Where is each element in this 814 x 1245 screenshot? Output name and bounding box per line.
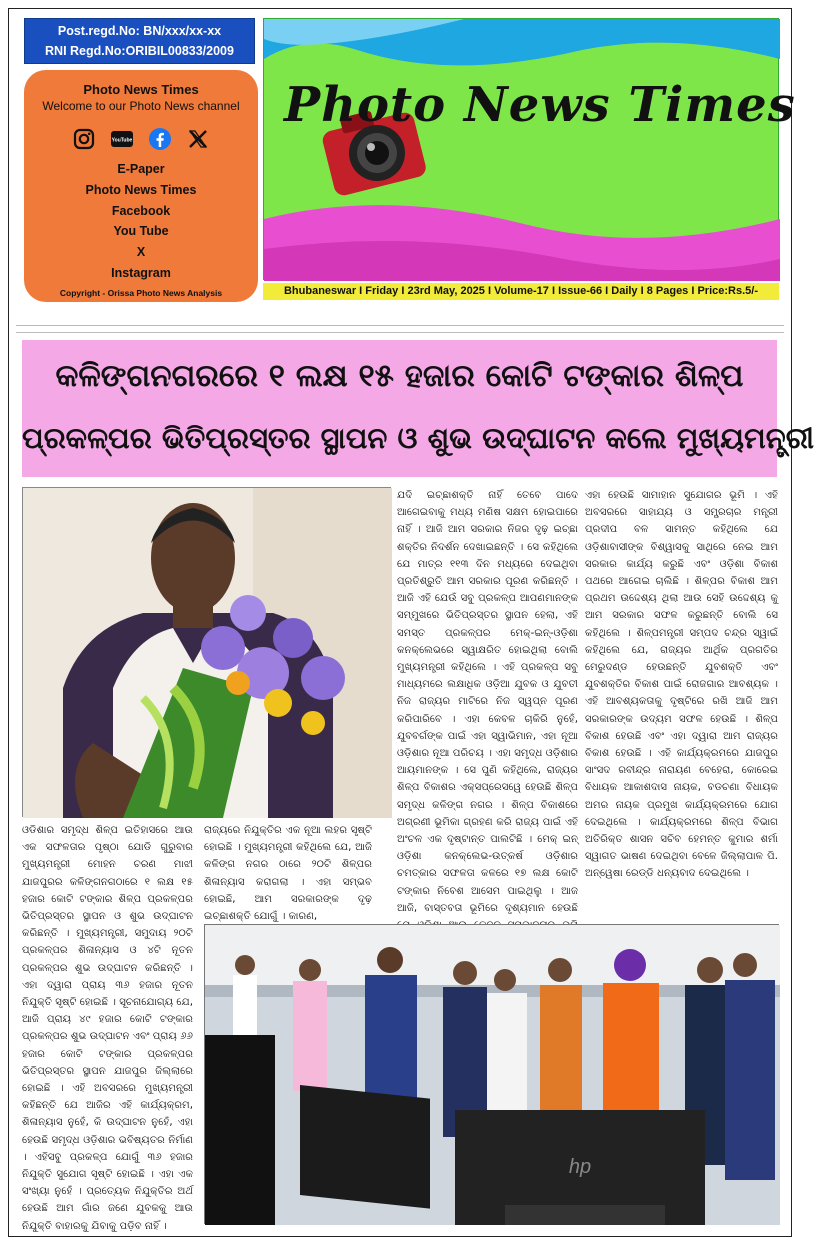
x-icon[interactable] <box>186 127 210 151</box>
copyright-text: Copyright - Orissa Photo News Analysis <box>59 287 223 298</box>
masthead-title <box>284 77 796 133</box>
article-column-3 <box>397 487 578 921</box>
facebook-icon[interactable] <box>148 127 172 151</box>
youtube-link[interactable]: You Tube <box>113 224 169 239</box>
article-text-col4: ଏହା ହେଉଛି ସାମାହାନ ସୁଯୋଗର ଭୂମି । ଏହି ଅବସରରେ ସାହାଯ୍ୟ ଓ ସମ୍ପ୍ରଚାର ମନ୍ତ୍ରୀ ପ୍ରଦୀପ ବଳ ସାମନ୍ତ କହିଥିଲେ ଯେ ଓଡ଼ିଶାବାସୀଙ୍କ ବିଶ୍ୱାସକୁ ସାଥିରେ ନେଇ ଆମ ସରକାର କାର୍ଯ୍ୟ କରୁଛି ଏବଂ ଓଡ଼ିଶା ବିକାଶ ପଥରେ ଆଗେଇ ଚାଲିଛି । ଶିଳ୍ପର ବିକାଶ ଆମ ପ୍ରଥମ ଉଦ୍ଦେଶ୍ୟ ଥିଲା ଆଉ ସେହି ଉଦ୍ଦେଶ୍ୟ କୁ ଆମ ସରକାର ସଫଳ କରୁଛନ୍ତି ବୋଲି ସେ କହିଥିଲେ । ଶିଳ୍ପମନ୍ତ୍ରୀ ସମ୍ପଦ ଚନ୍ଦ୍ର ସ୍ୱାଇଁ କହିଥିଲେ ଯେ, ରାଜ୍ୟର ଆର୍ଥିକ ପ୍ରଗତିର ମେରୁଦଣ୍ଡ ହେଉଛନ୍ତି ଯୁବଶକ୍ତି ଏବଂ ଯୁବଶକ୍ତିର ବିକାଶ ପାଇଁ ରୋଜଗାର ଆବଶ୍ୟକ । ଏହି ଆବଶ୍ୟକତାକୁ ଦୃଷ୍ଟିରେ ରଖି ଆଜି ଆମ ସରକାରଙ୍କ ଉଦ୍ୟମ ସଫଳ ହେଉଛି । ଶିଳ୍ପ ବିକାଶ ହେଉଛି ଏବଂ ଏହା ଦ୍ୱାରା ଆମ ରାଜ୍ୟର ବିକାଶ ହେଉଛି । ଏହି କାର୍ଯ୍ୟକ୍ରମରେ ଯାଜପୁର ସାଂସଦ ରବୀନ୍ଦ୍ର ନାରାୟଣ ବେହେରା, କୋରେଇ ବିଧାୟକ ଆକାଶଦାସ ନାୟକ, ବଡଚଣା ବିଧାୟକ ଅମର ନାୟକ ପ୍ରମୁଖ କାର୍ଯ୍ୟକ୍ରମରେ ଯୋଗ ଦେଇଥିଲେ । କାର୍ଯ୍ୟକ୍ରମରେ ଶିଳ୍ପ ବିଭାଗ ଅତିରିକ୍ତ ଶାସନ ସଚିବ ହେମନ୍ତ କୁମାର ଶର୍ମା ସ୍ୱାଗତ ଭାଷଣ ଦେଇଥିବା ବେଳେ ଜିଲ୍ଲାପାଳ ପି. ଅନ୍ୱେଷା ରେଡ୍ଡି ଧନ୍ୟବାଦ ଦେଇଥିଲେ । <box>585 490 778 880</box>
dateline: Bhubaneswar I Friday I 23rd May, 2025 I Volume-17 I Issue-66 I Daily I 8 Pages I Price:Rs.5/- <box>263 283 779 300</box>
article-column-2 <box>204 822 372 922</box>
social-icons <box>24 125 258 153</box>
article-column-4 <box>585 487 778 921</box>
masthead-title-photo: Photo <box>284 77 447 133</box>
section-divider <box>16 325 784 333</box>
article-text-col2: ରାଜ୍ୟରେ ନିଯୁକ୍ତିର ଏକ ନୂଆ ଲହର ସୃଷ୍ଟି ହୋଇଛି । ମୁଖ୍ୟମନ୍ତ୍ରୀ କହିଥିଲେ ଯେ, ଆଜି କଳିଙ୍ଗ ନଗର ଠାରେ ୨୦ଟି ଶିଳ୍ପର ଶିଳାନ୍ୟାସ କରାଗଲା । ଏହା ସମ୍ଭବ ହୋଇଛି, ଆମ ସରକାରଙ୍କ ଦୃଢ଼ ଇଚ୍ଛାଶକ୍ତି ଯୋଗୁଁ । କାରଣ, <box>204 825 372 923</box>
rni-regd-number: RNI Regd.No:ORIBIL00833/2009 <box>45 44 234 58</box>
promo-box <box>24 70 258 302</box>
instagram-link[interactable]: Instagram <box>111 265 171 280</box>
headline-banner <box>22 340 814 477</box>
article-column-1 <box>22 822 193 1232</box>
headline-line-2: ପ୍ରକଳ୍ପର ଭିତିପ୍ରସ୍ତର ସ୍ଥାପନ ଓ ଶୁଭ ଉଦ୍‌ଘାଟନ କଲେ ମୁଖ୍ୟମନ୍ତ୍ରୀ <box>22 421 814 455</box>
article-text-col3: ଯଦି ଇଚ୍ଛାଶକ୍ତି ନାହିଁ ତେବେ ପାଦେ ଆଗେଇବାକୁ ମଧ୍ୟ ମଣିଷ ସକ୍ଷମ ହୋଇପାରେ ନାହିଁ । ଆଜି ଆମ ସରକାର ନିଜର ଦୃଢ଼ ଇଚ୍ଛା ଶକ୍ତିର ନିଦର୍ଶନ ଦେଖାଇଛନ୍ତି । ସେ କହିଥିଲେ ଯେ ମାତ୍ର ୧୧୩ ଦିନ ମଧ୍ୟରେ ଦେଇଥିବା ପ୍ରତିଶ୍ରୁତି ଆମ ସରକାର ପୂରଣ କରିଛନ୍ତି । ଆଜି ଏହି ଯେଉଁ ସବୁ ପ୍ରକଳ୍ପ ଆପଣମାନଙ୍କ ସମ୍ମୁଖରେ ଭିତିପ୍ରସ୍ତର ସ୍ଥାପନ ହେଲା, ଏହି ସମସ୍ତ ପ୍ରକଳ୍ପର ମେକ୍‌-ଇନ୍‌-ଓଡ଼ିଶା କନକ୍ଲେଭରେ ସ୍ୱାକ୍ଷରିତ ହୋଇଥିଲା ବୋଲି ମୁଖ୍ୟମନ୍ତ୍ରୀ କହିଥିଲେ । ଏହି ପ୍ରକଳ୍ପ ସବୁ ମାଧ୍ୟମରେ ଲକ୍ଷାଧିକ ଓଡ଼ିଆ ଯୁବକ ଓ ଯୁବତୀ ନିଜ ରାଜ୍ୟର ମାଟିରେ ନିଜ ସ୍ୱପ୍ନ ପୂରଣ କରିପାରିବେ । ଏହା କେବଳ ଚାକିରି ନୁହେଁ, ଯୁବବର୍ଗଙ୍କ ପାଇଁ ଏହା ସ୍ୱାଭିମାନ, ଏହା ନୂଆ ଓଡ଼ିଶାର ନୂଆ ପରିଚୟ । ଏହା ସମୃଦ୍ଧ ଓଡ଼ିଶାର ଆୟମାନଙ୍କ । ସେ ପୁଣି କହିଥିଲେ, ରାଜ୍ୟର ଶିଳ୍ପ ବିକାଶର ଏକ୍ସପ୍ରେସୱେ ହେଉଛି ଶିଳ୍ପ ସମୃଦ୍ଧ କଳିଙ୍ଗ ନଗର । ଶିଳ୍ପ ବିକାଶରେ ଅଗ୍ରଣୀ ଭୂମିକା ଗ୍ରହଣ କରି ରାଜ୍ୟ ପାଇଁ ଏହି ଅଂଚଳ ଏକ ଦୃଷ୍ଟାନ୍ତ ପାଲଟିଛି । ମେକ୍‌ ଇନ୍‌ ଓଡ଼ିଶା କନକ୍ଲେଭ-ଉତ୍କର୍ଷ ଓଡ଼ିଶାର ଚମତ୍କାର ସଫଳତା କଳରେ ୧୭ ଲକ୍ଷ କୋଟି ଟଙ୍କାର ନିବେଶ ଆସେମ ପାଇଥିଲୁ । ଆଜ ଆଜି, ବାସ୍ତବତା ଭୂମିରେ ଦୃଶ୍ୟମାନ ହେଉଛି <box>397 490 578 914</box>
facebook-link[interactable]: Facebook <box>111 203 171 218</box>
promo-links <box>24 159 258 284</box>
masthead <box>263 18 796 280</box>
epaper-link[interactable]: E-Paper <box>117 162 165 176</box>
photo-news-times-link[interactable]: Photo News Times <box>85 182 197 197</box>
promo-welcome: Welcome to our Photo News channel <box>42 99 240 113</box>
x-link[interactable]: X <box>136 245 146 260</box>
event-group-photo <box>204 924 779 1224</box>
masthead-title-times: Times <box>628 77 796 133</box>
svg-text:hp: hp <box>568 1156 592 1178</box>
post-regd-number: Post.regd.No: BN/xxx/xx-xx <box>57 24 222 38</box>
article-text-col1: ଓଡିଶାର ସମୃଦ୍ଧ ଶିଳ୍ପ ଇତିହାସରେ ଆଉ ଏକ ସଫଳତାର ପୃଷ୍ଠା ଯୋଡି ଗୁରୁବାର ମୁଖ୍ୟମନ୍ତ୍ରୀ ମୋହନ ଚରଣ ମାଝୀ ଯାଜପୁରର କଳିଙ୍ଗନଗଠାରେ ୧ ଲକ୍ଷ ୧୫ ହଜାର କୋଟି ଟଙ୍କାର ଶିଳ୍ପ ପ୍ରକଳ୍ପର ଭିତିପ୍ରସ୍ତର ସ୍ଥାପନ ଓ ଶୁଭ ଉଦ୍‌ଘାଟନ କରିଛନ୍ତି । ମୁଖ୍ୟମନ୍ତ୍ରୀ, ସମୁଦାୟ ୨୦ଟି ପ୍ରକଳ୍ପର ଶିଳାନ୍ୟାସ ଓ ୪ଟି ନୂତନ ପ୍ରକଳ୍ପର ଶୁଭ ଉଦ୍‌ଘାଟନ କରିଛନ୍ତି । ଏହା ଦ୍ୱାରା ପ୍ରାୟ ୩୬ ହଜାର ନୂତନ ନିଯୁକ୍ତି ସୃଷ୍ଟି ହୋଇଛି । ସୂଚନାଯୋଗ୍ୟ ଯେ, ଆଜି ପ୍ରାୟ ୪୯ ହଜାର କୋଟି ଟଙ୍କାର ପ୍ରକଳ୍ପର ଶୁଭ ଉଦ୍‌ଘାଟନ ଏବଂ ପ୍ରାୟ ୬୬ ହଜାର କୋଟି ଟଙ୍କାର ପ୍ରକଳ୍ପର ଭିତିପ୍ରସ୍ତର ସ୍ଥାପନ ଯାଜପୁର ଜିଲ୍ଲାରେ ହୋଇଛି । ଏହି ଅବସରରେ ମୁଖ୍ୟମନ୍ତ୍ରୀ କହିଛନ୍ତି ଯେ ଆଜିର ଏହି କାର୍ଯ୍ୟକ୍ରମ, ଶିଳାନ୍ୟାସ ନୁହେଁ, କି ଉଦ୍‌ଘାଟନ ନୁହେଁ, ଏହା ହେଉଛି ସମୃଦ୍ଧ ଓଡ଼ିଶାର ଭବିଷ୍ୟତର ନିର୍ମାଣ । ଏହିସବୁ ପ୍ରକଳ୍ପ ଯୋଗୁଁ ୩୬ ହଜାର ନିଯୁକ୍ତି ସୁଯୋଗ ସୃଷ୍ଟି ହୋଇଛି । ଏହା ଏକ ସଂଖ୍ୟା ନୁହେଁ । ପ୍ରତ୍ୟେକ ନିଯୁକ୍ତିର ଅର୍ଥ ହେଉଛି ଆମ ଗାଁର ଜଣେ ଯୁବକକୁ ଆଉ ନିଯୁକ୍ତି ବାହାରକୁ ଯିବାକୁ ପଡ଼ିବ ନାହିଁ । <box>22 825 193 1232</box>
promo-title: Photo News Times <box>83 82 199 97</box>
masthead-title-news: News <box>463 77 611 133</box>
headline-line-1: କଳିଙ୍ଗନଗରରେ ୧ ଲକ୍ଷ ୧୫ ହଜାର କୋଟି ଟଙ୍କାର ଶିଳ୍ପ <box>55 358 744 394</box>
youtube-icon[interactable] <box>110 127 134 151</box>
youtube-badge-text: YouTube <box>111 137 133 144</box>
registration-box <box>24 18 255 64</box>
instagram-icon[interactable] <box>72 127 96 151</box>
chief-minister-photo <box>22 487 391 817</box>
